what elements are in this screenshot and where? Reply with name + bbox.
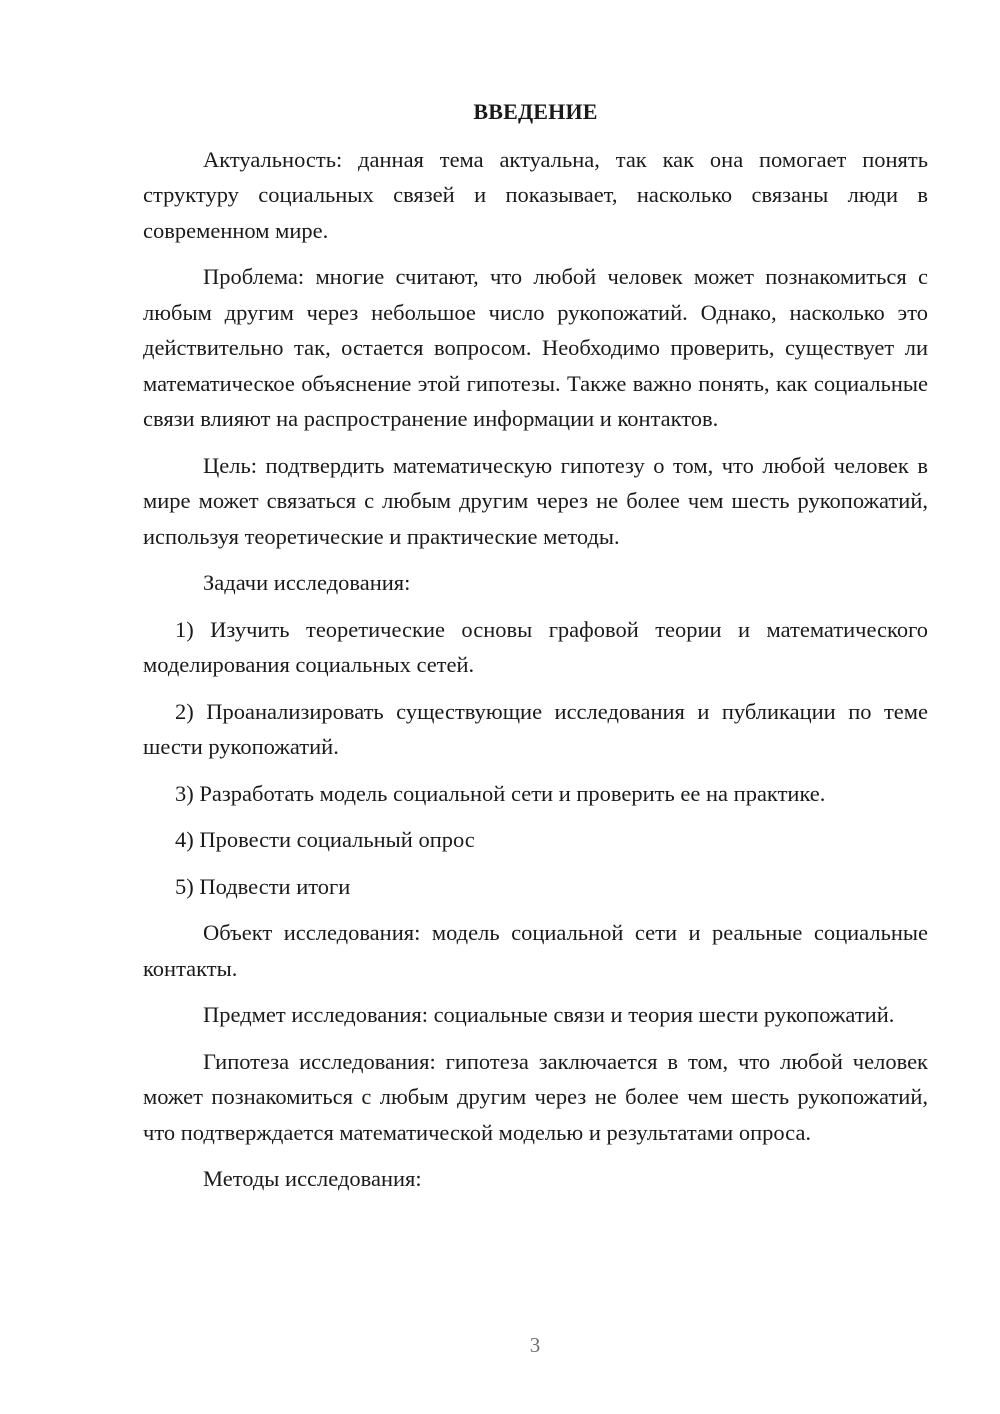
- paragraph-subject: Предмет исследования: социальные связи и теория шести рукопожатий.: [203, 1002, 895, 1027]
- page-number: 3: [529, 1333, 541, 1357]
- paragraph-tasks-heading: Задачи исследования:: [203, 570, 411, 595]
- page-content: [143, 94, 928, 1208]
- list-item-task-2: 2) Проанализировать существующие исследования и публикации по теме шести рукопожатий.: [143, 698, 928, 759]
- section-title: ВВЕДЕНИЕ: [473, 99, 598, 124]
- list-item-task-1: 1) Изучить теоретические основы графовой теории и математического моделирования социальных сетей.: [143, 616, 928, 677]
- list-item-task-4: 4) Провести социальный опрос: [175, 827, 475, 852]
- paragraph-problem: Проблема: многие считают, что любой человек может познакомиться с любым другим через небольшое число рукопожатий. Однако, насколько это действительно так, остается вопросом. Необходимо проверить, существует ли математическое объяснение этой гипотезы. Также важно понять, как социальные связи влияют на распространение информации и контактов.: [143, 264, 928, 431]
- list-item-task-3: 3) Разработать модель социальной сети и проверить ее на практике.: [175, 780, 826, 806]
- paragraph-hypothesis: Гипотеза исследования: гипотеза заключается в том, что любой человек может познакомиться с любым другим через не более чем шесть рукопожатий, что подтверждается математической моделью и результатами опроса.: [143, 1048, 928, 1145]
- paragraph-methods-heading: Методы исследования:: [203, 1166, 422, 1191]
- list-item-task-5: 5) Подвести итоги: [175, 873, 351, 899]
- paragraph-goal: Цель: подтвердить математическую гипотезу о том, что любой человек в мире может связаться с любым другим через не более чем шесть рукопожатий, используя теоретические и практические методы.: [143, 452, 928, 549]
- paragraph-object: Объект исследования: модель социальной сети и реальные социальные контакты.: [143, 920, 928, 981]
- paragraph-relevance: Актуальность: данная тема актуальна, так как она помогает понять структуру социальных связей и показывает, насколько связаны люди в современном мире.: [143, 146, 928, 243]
